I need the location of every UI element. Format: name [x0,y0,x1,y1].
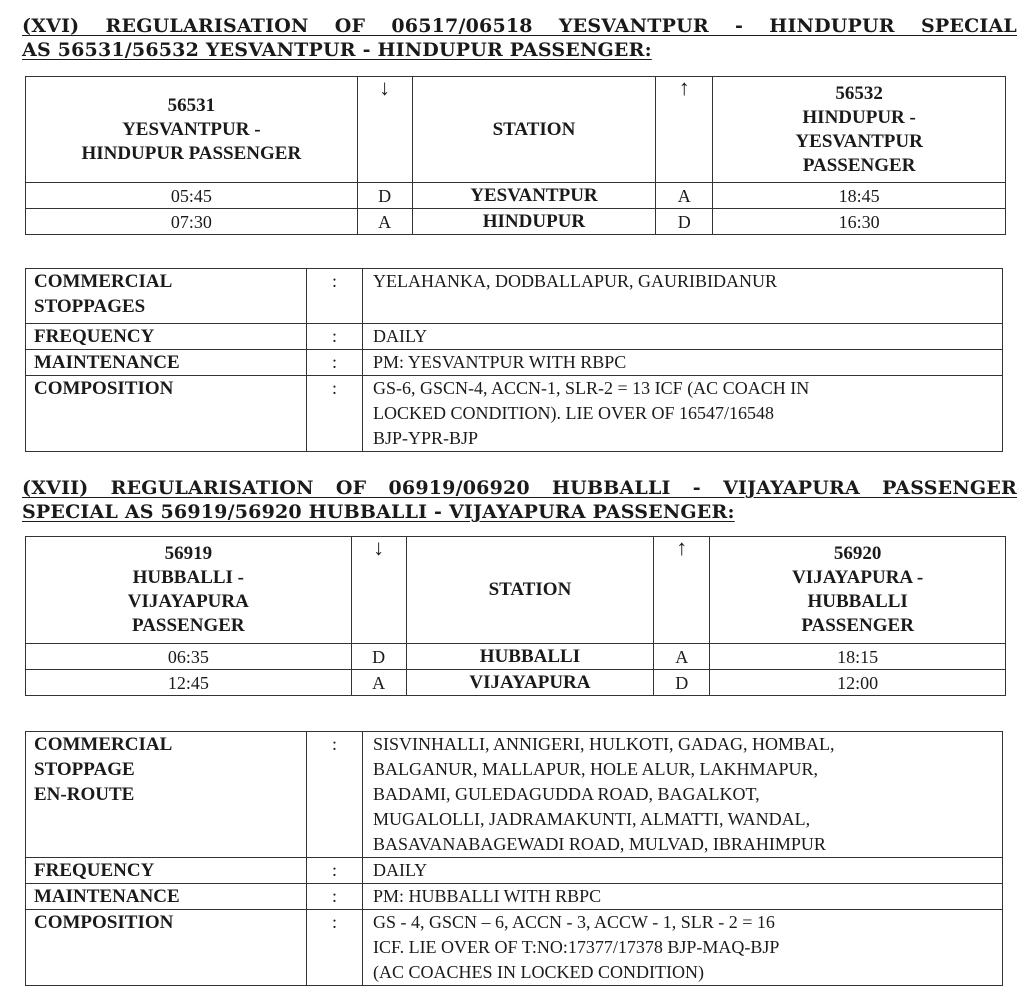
left-train-header [26,77,358,183]
left-train-number: 56919 [164,543,213,564]
maintenance-value: PM: YESVANTPUR WITH RBPC [363,350,1003,376]
section-16-heading-line1: (XVI) REGULARISATION OF 06517/06518 YESVANTPUR - HINDUPUR SPECIAL [22,15,1017,37]
colon: : [307,269,363,324]
section-17-info-table [25,731,1003,986]
station-name: HINDUPUR [412,209,656,235]
frequency-label: FREQUENCY [26,858,307,884]
right-time: 16:30 [713,209,1006,235]
maintenance-label: MAINTENANCE [26,884,307,910]
composition-label: COMPOSITION [26,376,307,452]
frequency-value: DAILY [363,324,1003,350]
right-code: A [654,644,710,670]
right-train-number: 56532 [835,82,883,104]
station-header: STATION [406,537,654,644]
right-train-header [713,77,1006,183]
frequency-label: FREQUENCY [26,324,307,350]
colon: : [307,884,363,910]
stoppage-line2: BALGANUR, MALLAPUR, HOLE ALUR, LAKHMAPUR, [373,759,819,779]
left-train-name-line2: VIJAYAPURA [127,591,249,612]
stoppage-value [363,732,1003,858]
stoppage-line1: SISVINHALLI, ANNIGERI, HULKOTI, GADAG, HOMBAL, [373,734,835,754]
station-name: VIJAYAPURA [406,670,654,696]
section-16-info-table [25,268,1003,452]
left-train-name-line3: PASSENGER [132,615,245,636]
right-train-name-line2: HUBBALLI [807,591,908,612]
section-16-heading-line2: AS 56531/56532 YESVANTPUR - HINDUPUR PASSENGER: [22,39,652,61]
left-train-name-line1: YESVANTPUR - [122,118,261,140]
stoppage-label-line2: STOPPAGE [34,759,135,780]
composition-line3: BJP-YPR-BJP [373,428,479,448]
right-code: D [656,209,713,235]
table-row [26,644,1006,670]
info-row-maintenance [26,884,1003,910]
timetable-header-row [26,537,1006,644]
composition-value [363,376,1003,452]
maintenance-label: MAINTENANCE [26,350,307,376]
right-time: 18:45 [713,183,1006,209]
left-time: 07:30 [26,209,358,235]
composition-line2: LOCKED CONDITION). LIE OVER OF 16547/16548 [373,403,774,423]
down-arrow-icon: ↓ [357,77,412,183]
right-code: D [654,670,710,696]
left-time: 05:45 [26,183,358,209]
station-name: YESVANTPUR [412,183,656,209]
right-train-name-line3: PASSENGER [802,154,916,176]
right-code: A [656,183,713,209]
stoppages-value: YELAHANKA, DODBALLAPUR, GAURIBIDANUR [363,269,1003,324]
station-name: HUBBALLI [406,644,654,670]
down-arrow-icon: ↓ [351,537,406,644]
composition-line1: GS-6, GSCN-4, ACCN-1, SLR-2 = 13 ICF (AC COACH IN [373,378,810,398]
left-code: D [351,644,406,670]
right-train-header [710,537,1006,644]
table-row [26,670,1006,696]
info-row-composition [26,910,1003,986]
stoppages-label-line2: STOPPAGES [34,296,146,317]
right-train-name-line2: YESVANTPUR [795,130,923,152]
stoppage-line5: BASAVANABAGEWADI ROAD, MULVAD, IBRAHIMPUR [373,834,826,854]
stoppages-label-line1: COMMERCIAL [34,271,173,292]
left-time: 12:45 [26,670,352,696]
right-train-name-line1: VIJAYAPURA - [792,567,924,588]
stoppages-label [26,269,307,324]
colon: : [307,324,363,350]
info-row-composition [26,376,1003,452]
composition-label: COMPOSITION [26,910,307,986]
colon: : [307,858,363,884]
composition-line3: (AC COACHES IN LOCKED CONDITION) [373,962,704,982]
colon: : [307,376,363,452]
section-16-timetable [25,76,1006,235]
stoppage-label [26,732,307,858]
info-row-frequency [26,858,1003,884]
info-row-maintenance [26,350,1003,376]
colon: : [307,732,363,858]
section-17-timetable [25,536,1006,696]
colon: : [307,910,363,986]
info-row-frequency [26,324,1003,350]
right-train-name-line3: PASSENGER [801,615,914,636]
right-train-number: 56920 [833,543,882,564]
section-17-heading-line2: SPECIAL AS 56919/56920 HUBBALLI - VIJAYAPURA PASSENGER: [22,501,735,523]
info-row-stoppages [26,269,1003,324]
up-arrow-icon: ↑ [654,537,710,644]
left-train-name-line1: HUBBALLI - [132,567,245,588]
stoppage-line3: BADAMI, GULEDAGUDDA ROAD, BAGALKOT, [373,784,760,804]
left-code: D [357,183,412,209]
timetable-header-row [26,77,1006,183]
left-code: A [351,670,406,696]
stoppage-label-line3: EN-ROUTE [34,784,135,805]
left-train-number: 56531 [167,94,216,116]
colon: : [307,350,363,376]
right-time: 18:15 [710,644,1006,670]
section-17-heading [22,476,1017,524]
right-time: 12:00 [710,670,1006,696]
info-row-stoppage [26,732,1003,858]
left-train-name-line2: HINDUPUR PASSENGER [81,142,302,164]
station-header: STATION [412,77,656,183]
frequency-value: DAILY [363,858,1003,884]
composition-line1: GS - 4, GSCN – 6, ACCN - 3, ACCW - 1, SLR - 2 = 16 [373,912,775,932]
stoppage-label-line1: COMMERCIAL [34,734,173,755]
left-train-header [26,537,352,644]
section-16-heading [22,14,1017,62]
stoppage-line4: MUGALOLLI, JADRAMAKUNTI, ALMATTI, WANDAL, [373,809,811,829]
table-row [26,183,1006,209]
table-row [26,209,1006,235]
section-17-heading-line1: (XVII) REGULARISATION OF 06919/06920 HUBBALLI - VIJAYAPURA PASSENGER [22,477,1017,499]
left-time: 06:35 [26,644,352,670]
composition-value [363,910,1003,986]
up-arrow-icon: ↑ [656,77,713,183]
composition-line2: ICF. LIE OVER OF T:NO:17377/17378 BJP-MAQ-BJP [373,937,780,957]
maintenance-value: PM: HUBBALLI WITH RBPC [363,884,1003,910]
left-code: A [357,209,412,235]
right-train-name-line1: HINDUPUR - [802,106,916,128]
